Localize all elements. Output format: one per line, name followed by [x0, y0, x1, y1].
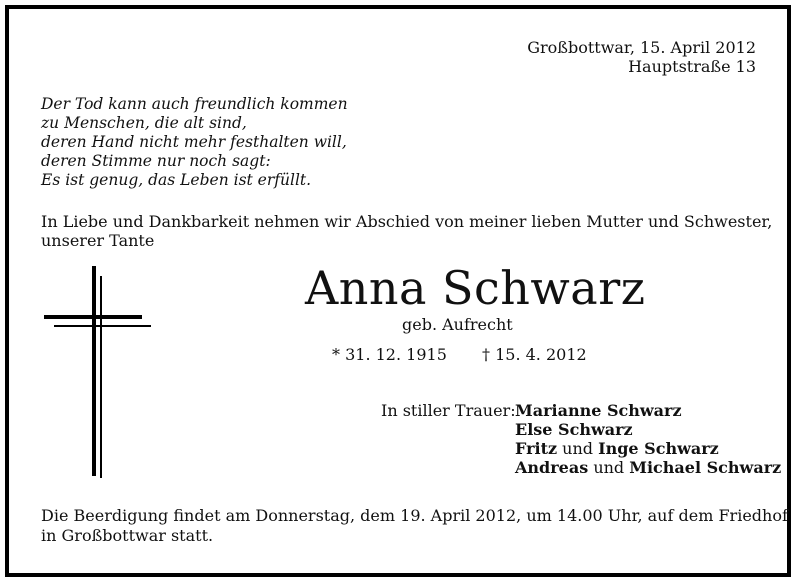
- birth-date: * 31. 12. 1915: [332, 345, 447, 364]
- mourner-row: [515, 439, 781, 458]
- address: Hauptstraße 13: [628, 57, 756, 76]
- mourners-label: In stiller Trauer:: [381, 401, 516, 420]
- mourner-name: Else Schwarz: [515, 420, 633, 439]
- place-date: Großbottwar, 15. April 2012: [527, 38, 756, 57]
- cross-icon: [44, 266, 164, 486]
- mourner-name: Inge Schwarz: [598, 439, 719, 458]
- mourner-name: Fritz: [515, 439, 558, 458]
- mourner-row: [515, 401, 781, 420]
- intro-line: unserer Tante: [41, 231, 155, 250]
- intro-text: [41, 212, 773, 250]
- maiden-name: geb. Aufrecht: [402, 315, 513, 334]
- deceased-name: Anna Schwarz: [305, 261, 646, 315]
- mourner-row: [515, 420, 781, 439]
- poem-line: deren Hand nicht mehr festhalten will,: [41, 133, 347, 151]
- funeral-line: in Großbottwar statt.: [41, 526, 214, 545]
- poem-line: deren Stimme nur noch sagt:: [41, 152, 271, 170]
- poem-line: zu Menschen, die alt sind,: [41, 114, 247, 132]
- conjunction: und: [593, 458, 625, 477]
- mourner-name: Andreas: [515, 458, 589, 477]
- poem-line: Es ist genug, das Leben ist erfüllt.: [41, 171, 312, 189]
- place-date-block: [527, 38, 756, 76]
- mourners-list: [515, 401, 781, 477]
- intro-line: In Liebe und Dankbarkeit nehmen wir Abschied von meiner lieben Mutter und Schwester,: [41, 212, 773, 231]
- death-date: † 15. 4. 2012: [482, 345, 587, 364]
- life-dates: [332, 345, 587, 364]
- funeral-line: Die Beerdigung findet am Donnerstag, dem 19. April 2012, um 14.00 Uhr, auf dem Friedhof: [41, 506, 788, 525]
- mourner-name: Marianne Schwarz: [515, 401, 682, 420]
- mourner-row: [515, 458, 781, 477]
- poem: [41, 95, 348, 190]
- conjunction: und: [562, 439, 594, 458]
- mourner-name: Michael Schwarz: [629, 458, 782, 477]
- funeral-info: [41, 506, 788, 546]
- poem-line: Der Tod kann auch freundlich kommen: [41, 95, 348, 113]
